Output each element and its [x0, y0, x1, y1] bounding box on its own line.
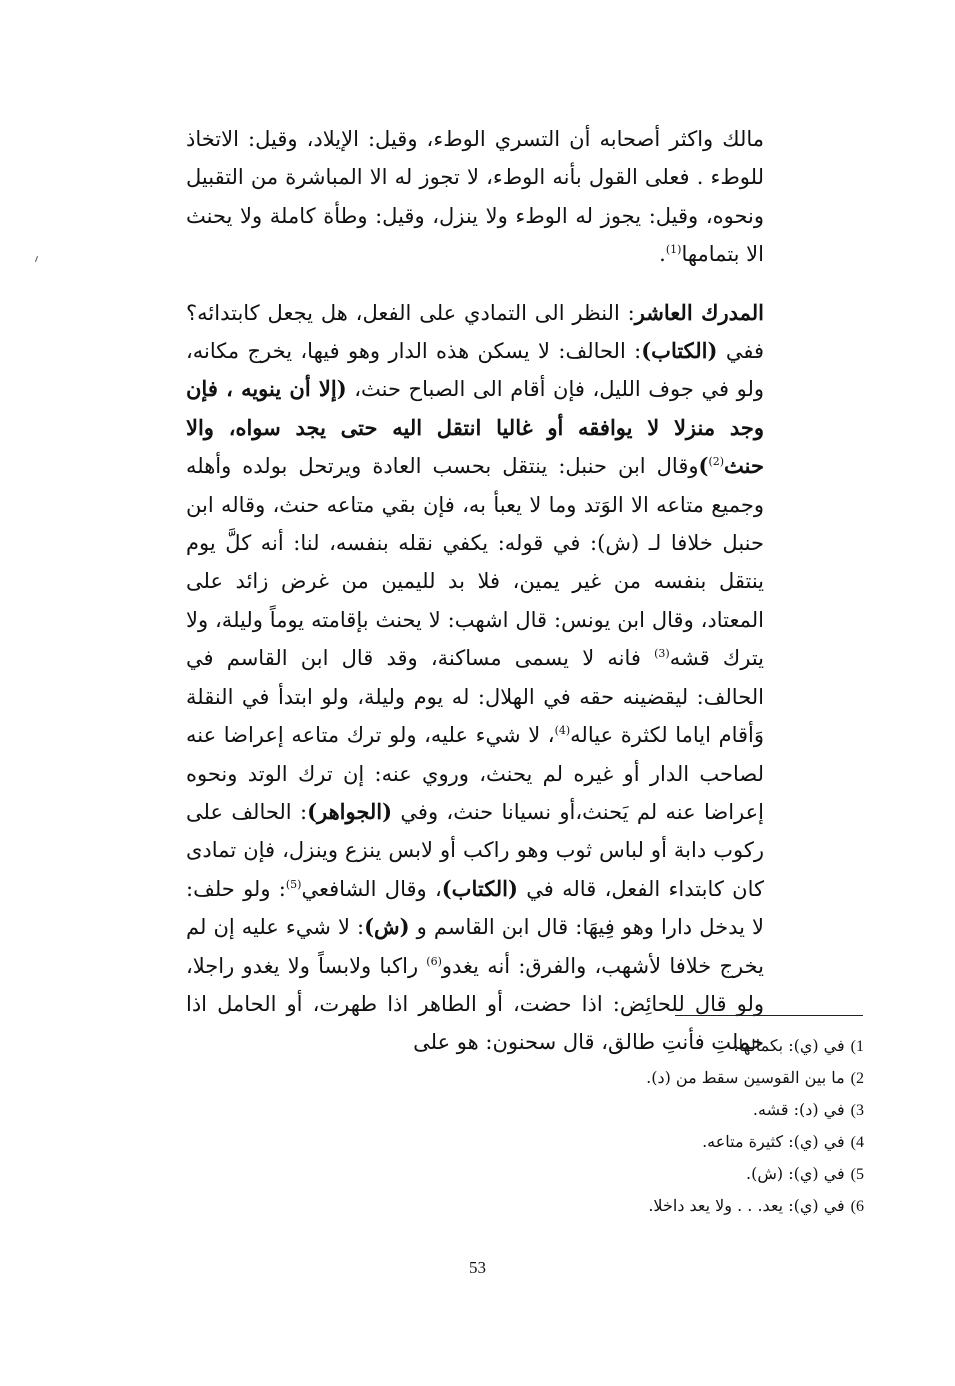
paragraph-1-text: مالك واكثر أصحابه أن التسري الوطء، وقيل: الإيلاد، وقيل: الاتخاذ للوطء . فعلى القول بأنه الوطء، لا تجوز له الا المباشرة من التقبيل ونحوه، وقيل: يجوز له الوطء ولا ينزل، وقيل: وطأة كاملة ولا يحنث الا بتمامها — [186, 127, 764, 267]
paragraph-2-segment-4: : الحالف: لا يسكن هذه الدار وهو فيها، يخرج مكانه، ولو في جوف الليل، فإن أقام الى الصباح حنث، — [186, 339, 764, 402]
footnotes — [400, 1030, 864, 1222]
footnote-2 — [400, 1062, 864, 1094]
stray-ink-mark — [35, 256, 38, 262]
paragraph-2-segment-16: راكبا ولابساً ولا يغدو راجلا، ولو قال للحائِض: اذا حضت، أو الطاهر اذا طهرت، أو الحامل اذا حملتِ فأنتِ طالق، قال سحنون: هو على — [186, 953, 764, 1055]
reference-al-kitab-2: (الكتاب) — [441, 875, 518, 901]
page-number: 53 — [469, 1258, 486, 1277]
footnote-text: في (ي): يعد. . . ولا يعد داخلا. — [648, 1196, 845, 1215]
footnote-text: في (ي): كثيرة متاعه. — [702, 1132, 845, 1151]
footnote-ref-2: (2) — [708, 455, 725, 469]
footnote-number: 2) — [850, 1070, 864, 1087]
footnote-number: 6) — [850, 1198, 864, 1215]
footnote-text: في (ي): بكمالها. — [733, 1036, 845, 1055]
footnote-1 — [400, 1030, 864, 1062]
paragraph-2-segment-7: فانه لا يسمى مساكنة، وقد قال ابن القاسم في الحالف: ليقضينه حقه في الهلال: له يوم وليلة، ولو ابتدأ في النقلة وَأقام اياما لكثرة عياله — [186, 646, 765, 748]
footnote-text: في (ي): (ش). — [746, 1164, 845, 1183]
footnote-6 — [400, 1190, 864, 1222]
reference-al-jawahir: (الجواهر) — [307, 798, 393, 824]
bold-clause-close: ) — [698, 453, 709, 479]
reference-shafii-abbrev: (ش) — [364, 914, 410, 940]
footnote-number: 4) — [850, 1134, 864, 1151]
main-text — [186, 120, 764, 1062]
footnote-text: ما بين القوسين سقط من (د). — [646, 1068, 845, 1087]
paragraph-2-segment-15: : لا شيء عليه إن لم يخرج خلافا لأشهب، والفرق: أنه يغدو — [186, 915, 764, 978]
footnote-number: 5) — [850, 1166, 864, 1183]
footnote-ref-4: (4) — [554, 724, 571, 738]
paragraph-2-segment-12: ، وقال الشافعي — [301, 876, 442, 901]
paragraph-2-segment-8: ، لا شيء عليه، ولو ترك متاعه إعراضا عنه لصاحب الدار أو غيره لم يحنث، وروي عنه: إن ترك الوتد ونحوه إعراضا عنه لم يَحنث،أو نسيانا حنث، وفي — [186, 723, 764, 824]
footnote-3 — [400, 1094, 864, 1126]
reference-al-kitab-1: (الكتاب) — [641, 338, 718, 364]
footnote-5 — [400, 1158, 864, 1190]
footnote-number: 3) — [850, 1102, 864, 1119]
bold-quoted-clause: (إلا أن ينويه ، فإن وجد منزلا لا يوافقه أو غاليا انتقل اليه حتى يجد سواه، والا حنث — [186, 376, 764, 479]
footnote-ref-1: (1) — [665, 243, 682, 257]
paragraph-2 — [186, 294, 764, 1062]
footnote-ref-5: (5) — [285, 877, 302, 891]
footnote-text: في (د): قشه. — [752, 1100, 845, 1119]
paragraph-2-segment-10: : الحالف على ركوب دابة أو لباس ثوب وهو راكب أو لابس ينزع وينزل، فإن تمادى كان كابتداء الفعل، قاله في — [186, 799, 764, 901]
paragraph-1: مالك واكثر أصحابه أن التسري الوطء، وقيل: الإيلاد، وقيل: الاتخاذ للوطء . فعلى القول بأنه الوطء، لا تجوز له الا المباشرة من التقبيل ونحوه، وقيل: يجوز له الوطء ولا ينزل، وقيل: وطأة كاملة ولا يحنث الا بتمامها$^{(1)}$. — [186, 127, 764, 267]
footnote-4 — [400, 1126, 864, 1158]
paragraph-2-segment-2: : النظر الى التمادي على الفعل، هل يجعل كابتدائه؟ ففي — [186, 300, 764, 364]
footnote-divider — [675, 1015, 863, 1016]
paragraph-2-segment-13: : ولو حلف: لا يدخل دارا وهو فِيهَا: قال ابن القاسم و — [186, 876, 764, 940]
paragraph-2-segment-6: وقال ابن حنبل: ينتقل بحسب العادة ويرتحل بولده وأهله وجميع متاعه الا الوَتد وما لا يعبأ به، فإن بقي متاعه حنث، وقاله ابن حنبل خلافا لـ (ش): في قوله: يكفي نقله بنفسه، لنا: أنه كلَّ يوم ينتقل بنفسه من غير يمين، فلا بد لليمين من غرض زائد على المعتاد، وقال ابن يونس: قال اشهب: لا يحنث بإقامته يوماً وليلة، ولا يترك قشه — [186, 454, 764, 671]
section-heading-al-mudrak-al-ashir: المدرك العاشر — [634, 299, 765, 325]
footnote-ref-6: (6) — [426, 954, 442, 968]
footnote-ref-3: (3) — [654, 647, 670, 661]
footnote-number: 1) — [850, 1038, 864, 1055]
